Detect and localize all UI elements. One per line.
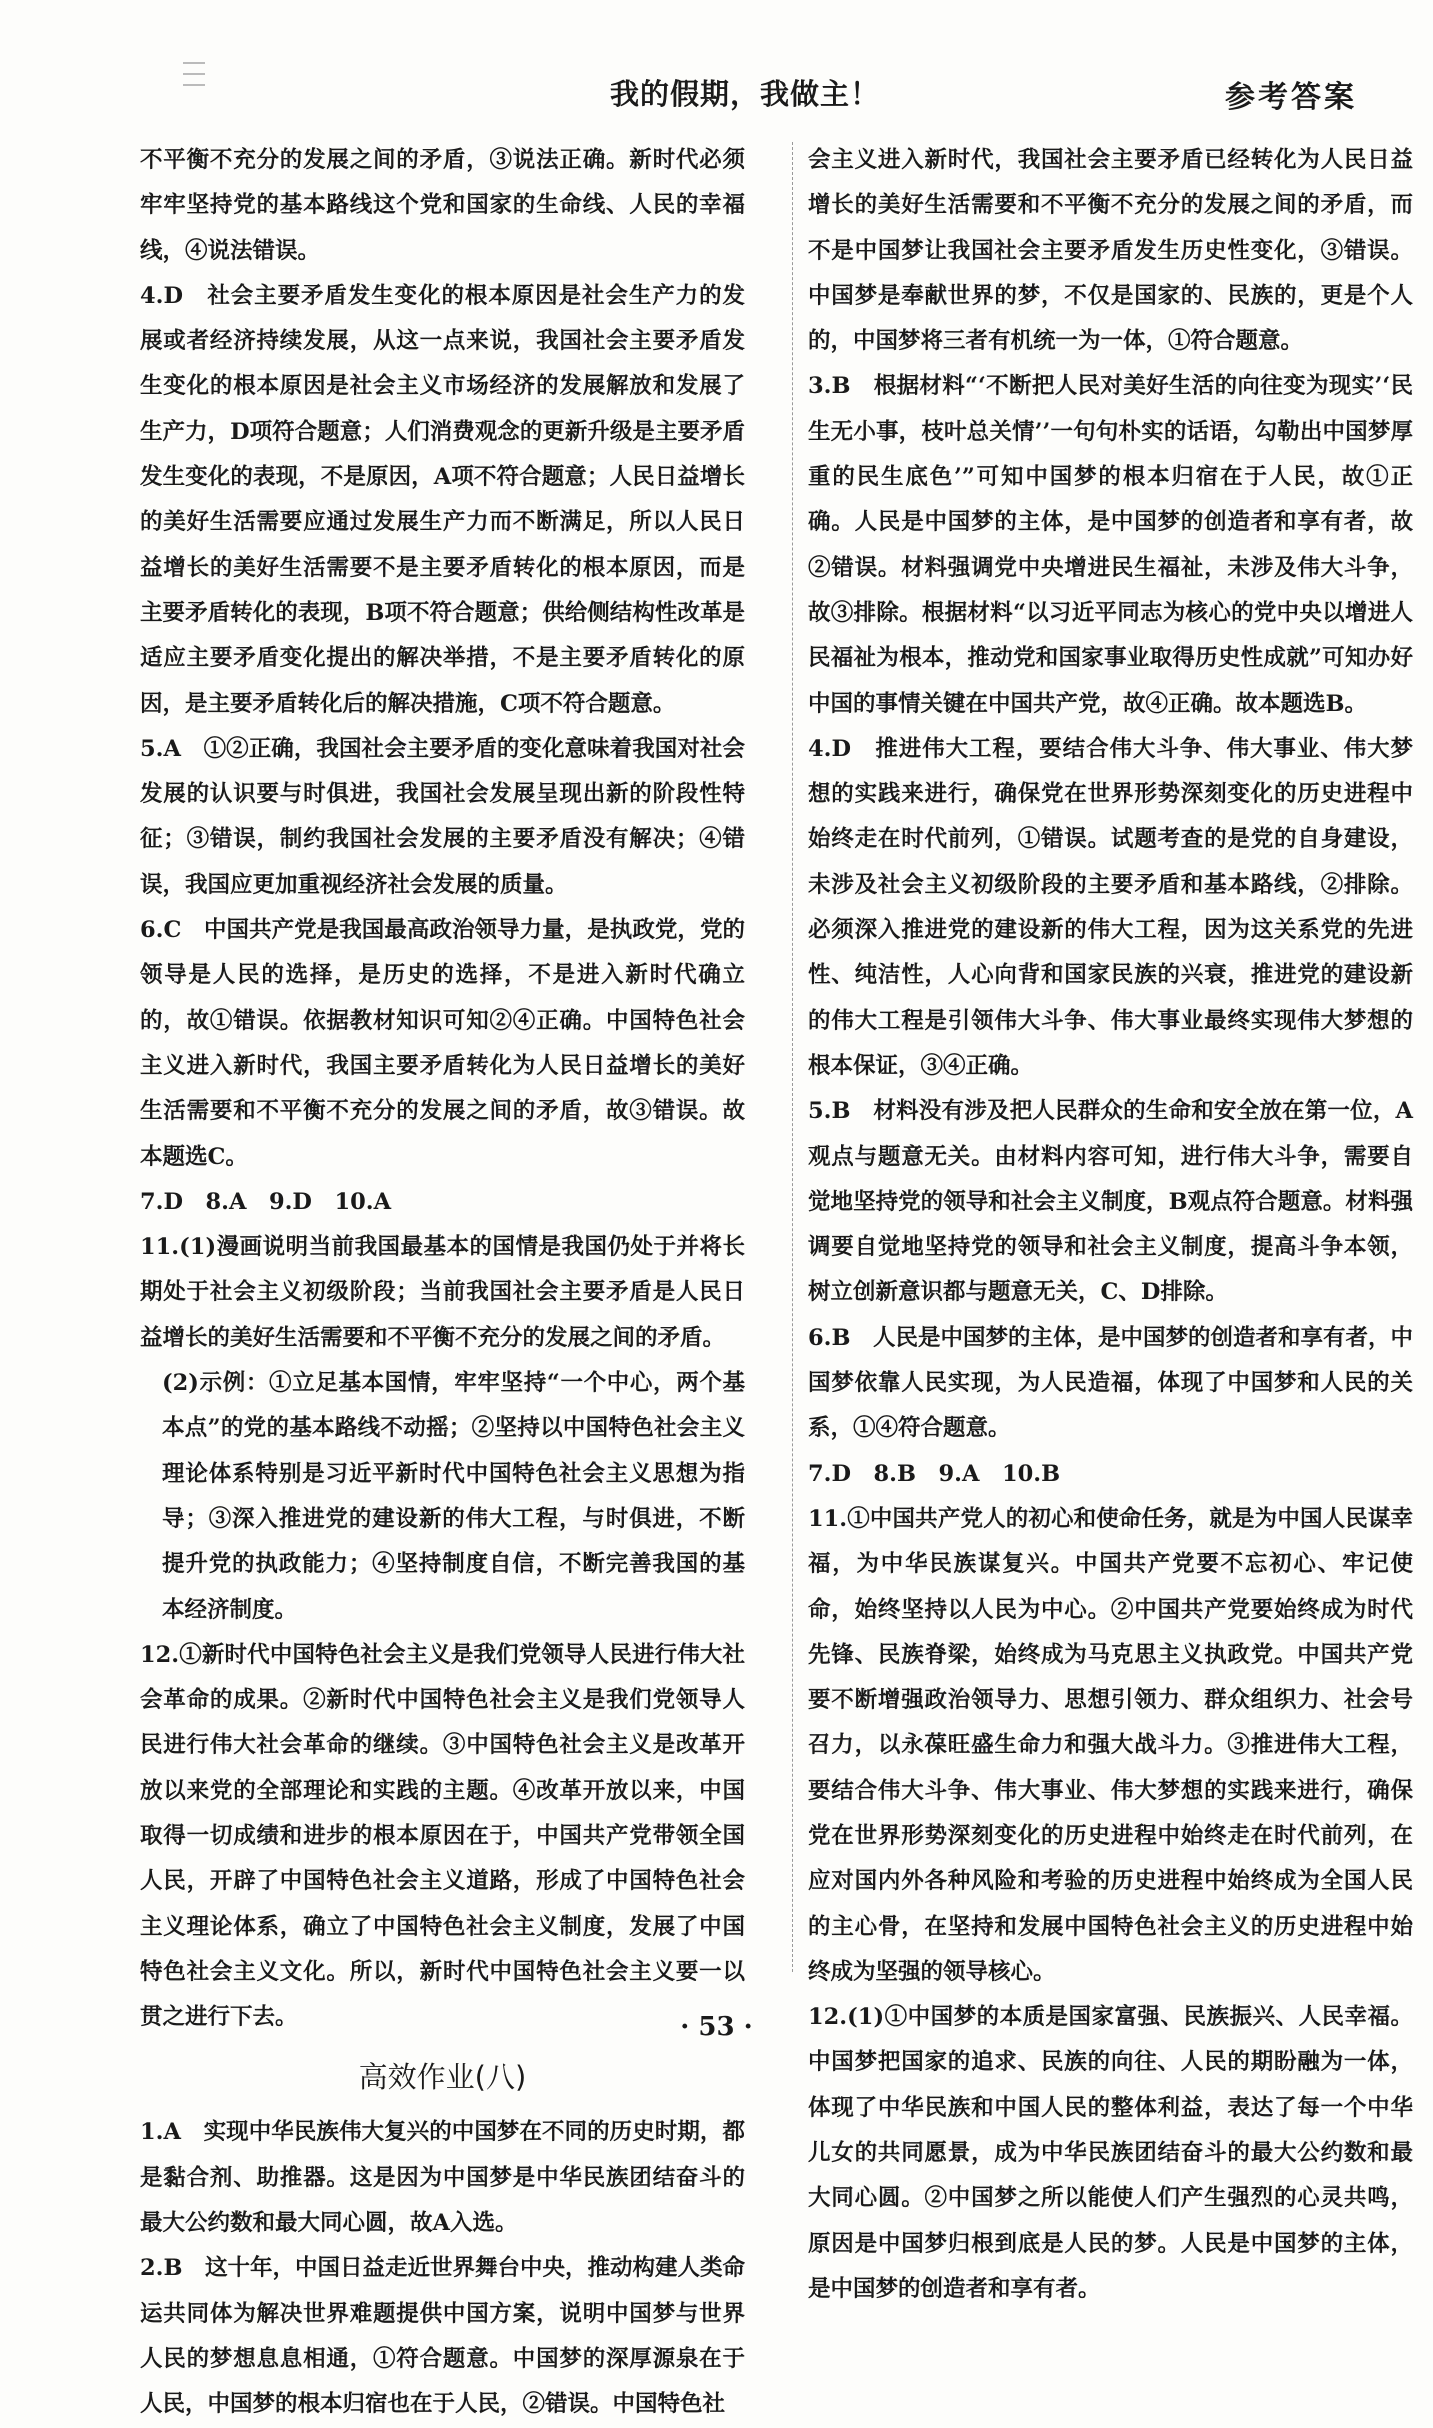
answer-item: 5.A ①②正确，我国社会主要矛盾的变化意味着我国对社会发展的认识要与时俱进，我国社会发展呈现出新的阶段性特征；③错误，制约我国社会发展的主要矛盾没有解决；④错误，我国应更加重视经济社会发展的质量。	[140, 735, 745, 898]
answer-paragraph: (2)示例：①立足基本国情，牢牢坚持“一个中心，两个基本点”的党的基本路线不动摇；②坚持以中国特色社会主义理论体系特别是习近平新时代中国特色社会主义思想为指导；③深入推进党的建设新的伟大工程，与时俱进，不断提升党的执政能力；④坚持制度自信，不断完善我国的基本经济制度。	[162, 1370, 745, 1623]
answer-item: 7.D 8.A 9.D 10.A	[140, 1188, 392, 1215]
header-answers-label: 参考答案	[1225, 80, 1357, 115]
right-column	[808, 138, 1413, 2312]
section-title: 高效作业(八)	[358, 2060, 527, 2095]
answer-item: 12.①新时代中国特色社会主义是我们党领导人民进行伟大社会革命的成果。②新时代中国特色社会主义是我们党领导人民进行伟大社会革命的继续。③中国特色社会主义是改革开放以来党的全部理论和实践的主题。④改革开放以来，中国取得一切成绩和进步的根本原因在于，中国共产党带领全国人民，开辟了中国特色社会主义道路，形成了中国特色社会主义理论体系，确立了中国特色社会主义制度，发展了中国特色社会主义文化。所以，新时代中国特色社会主义要一以贯之进行下去。	[140, 1641, 745, 2031]
page-number: · 53 ·	[680, 2012, 753, 2042]
answer-paragraph: 会主义进入新时代，我国社会主要矛盾已经转化为人民日益增长的美好生活需要和不平衡不充分的发展之间的矛盾，而不是中国梦让我国社会主要矛盾发生历史性变化，③错误。中国梦是奉献世界的梦，不仅是国家的、民族的，更是个人的，中国梦将三者有机统一为一体，①符合题意。	[808, 147, 1413, 355]
answer-item: 7.D 8.B 9.A 10.B	[808, 1460, 1061, 1487]
answer-item: 11.(1)漫画说明当前我国最基本的国情是我国仍处于并将长期处于社会主义初级阶段；当前我国社会主要矛盾是人民日益增长的美好生活需要和不平衡不充分的发展之间的矛盾。	[140, 1234, 745, 1351]
left-column	[140, 138, 745, 2428]
answer-item: 5.B 材料没有涉及把人民群众的生命和安全放在第一位，A观点与题意无关。由材料内容可知，进行伟大斗争，需要自觉地坚持党的领导和社会主义制度，B观点符合题意。材料强调要自觉地坚持党的领导和社会主义制度，提高斗争本领，树立创新意识都与题意无关，C、D排除。	[808, 1098, 1413, 1306]
answer-item: 11.①中国共产党人的初心和使命任务，就是为中国人民谋幸福，为中华民族谋复兴。中国共产党要不忘初心、牢记使命，始终坚持以人民为中心。②中国共产党要始终成为时代先锋、民族脊梁，始终成为马克思主义执政党。中国共产党要不断增强政治领导力、思想引领力、群众组织力、社会号召力，以永葆旺盛生命力和强大战斗力。③推进伟大工程，要结合伟大斗争、伟大事业、伟大梦想的实践来进行，确保党在世界形势深刻变化的历史进程中始终走在时代前列，在应对国内外各种风险和考验的历史进程中始终成为全国人民的主心骨，在坚持和发展中国特色社会主义的历史进程中始终成为坚强的领导核心。	[808, 1505, 1413, 1985]
header-slogan: 我的假期，我做主！	[610, 77, 881, 111]
answer-item: 4.D 社会主要矛盾发生变化的根本原因是社会生产力的发展或者经济持续发展，从这一点来说，我国社会主要矛盾发生变化的根本原因是社会主义市场经济的发展解放和发展了生产力，D项符合题意；人们消费观念的更新升级是主要矛盾发生变化的表现，不是原因，A项不符合题意；人民日益增长的美好生活需要应通过发展生产力而不断满足，所以人民日益增长的美好生活需要不是主要矛盾转化的根本原因，而是主要矛盾转化的表现，B项不符合题意；供给侧结构性改革是适应主要矛盾变化提出的解决举措，不是主要矛盾转化的原因，是主要矛盾转化后的解决措施，C项不符合题意。	[140, 282, 745, 717]
column-divider	[792, 142, 793, 1972]
answer-item: 4.D 推进伟大工程，要结合伟大斗争、伟大事业、伟大梦想的实践来进行，确保党在世界形势深刻变化的历史进程中始终走在时代前列，①错误。试题考查的是党的自身建设，未涉及社会主义初级阶段的主要矛盾和基本路线，②排除。必须深入推进党的建设新的伟大工程，因为这关系党的先进性、纯洁性，人心向背和国家民族的兴衰，推进党的建设新的伟大工程是引领伟大斗争、伟大事业最终实现伟大梦想的根本保证，③④正确。	[808, 735, 1413, 1079]
answer-item: 1.A 实现中华民族伟大复兴的中国梦在不同的历史时期，都是黏合剂、助推器。这是因为中国梦是中华民族团结奋斗的最大公约数和最大同心圆，故A入选。	[140, 2119, 745, 2237]
answer-paragraph: 不平衡不充分的发展之间的矛盾，③说法正确。新时代必须牢牢坚持党的基本路线这个党和国家的生命线、人民的幸福线，④说法错误。	[140, 147, 745, 264]
answer-item: 2.B 这十年，中国日益走近世界舞台中央，推动构建人类命运共同体为解决世界难题提供中国方案，说明中国梦与世界人民的梦想息息相通，①符合题意。中国梦的深厚源泉在于人民，中国梦的根本归宿也在于人民，②错误。中国特色社	[140, 2255, 746, 2418]
page-header	[0, 0, 1433, 120]
answer-item: 6.C 中国共产党是我国最高政治领导力量，是执政党，党的领导是人民的选择，是历史的选择，不是进入新时代确立的，故①错误。依据教材知识可知②④正确。中国特色社会主义进入新时代，我国主要矛盾转化为人民日益增长的美好生活需要和不平衡不充分的发展之间的矛盾，故③错误。故本题选C。	[140, 917, 745, 1170]
answer-item: 6.B 人民是中国梦的主体，是中国梦的创造者和享有者，中国梦依靠人民实现，为人民造福，体现了中国梦和人民的关系，①④符合题意。	[808, 1324, 1414, 1442]
corner-mark	[183, 62, 205, 96]
answer-item: 3.B 根据材料“‘不断把人民对美好生活的向往变为现实’‘民生无小事，枝叶总关情’’一句句朴实的话语，勾勒出中国梦厚重的民生底色’”可知中国梦的根本归宿在于人民，故①正确。人民是中国梦的主体，是中国梦的创造者和享有者，故②错误。材料强调党中央增进民生福祉，未涉及伟大斗争，故③排除。根据材料“以习近平同志为核心的党中央以增进人民福祉为根本，推动党和国家事业取得历史性成就”可知办好中国的事情关键在中国共产党，故④正确。故本题选B。	[808, 373, 1413, 717]
answer-item: 12.(1)①中国梦的本质是国家富强、民族振兴、人民幸福。中国梦把国家的追求、民族的向往、人民的期盼融为一体，体现了中华民族和中国人民的整体利益，表达了每一个中华儿女的共同愿景，成为中华民族团结奋斗的最大公约数和最大同心圆。②中国梦之所以能使人们产生强烈的心灵共鸣，原因是中国梦归根到底是人民的梦。人民是中国梦的主体，是中国梦的创造者和享有者。	[808, 2004, 1413, 2302]
